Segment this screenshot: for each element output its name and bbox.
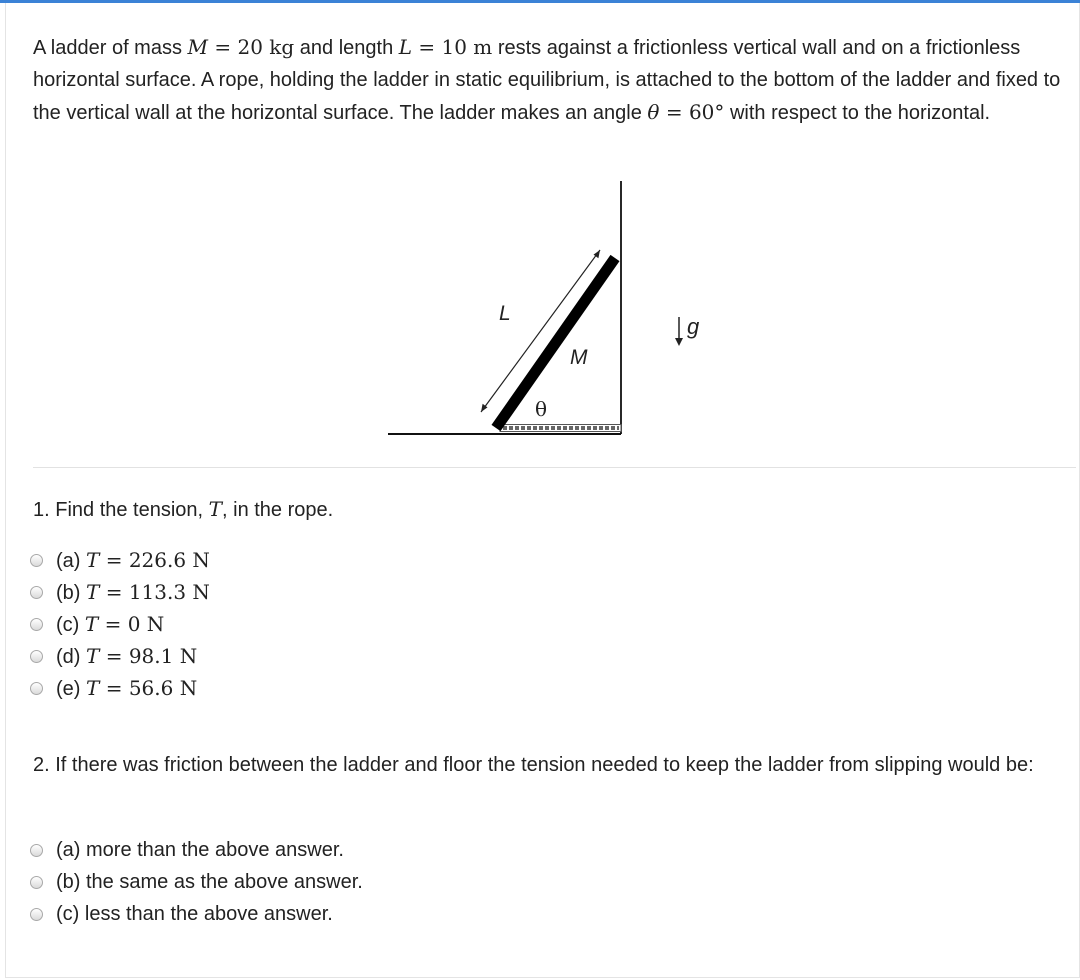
- intro-text: rests against a frictionless vertical wall and on a frictionless horizontal surface. A rope, holding the ladder in static equilibrium, is attached to the bottom of the ladder and fixed to the vertical wall at the horizontal surface. The ladder makes an angle: [33, 37, 1061, 124]
- label-angle: θ: [535, 397, 548, 421]
- section-divider: [33, 467, 1076, 468]
- option-label: (b) T = 113.3 N: [56, 579, 210, 604]
- mass-value: = 20 kg: [208, 35, 295, 59]
- q1-option-b[interactable]: [30, 577, 210, 607]
- q1-option-c[interactable]: [30, 609, 164, 639]
- radio-button[interactable]: [30, 618, 43, 631]
- q1-option-d[interactable]: [30, 641, 197, 671]
- label-length: L: [499, 302, 511, 325]
- radio-button[interactable]: [30, 876, 43, 889]
- intro-text: and length: [294, 37, 399, 59]
- intro-text: with respect to the horizontal.: [724, 102, 991, 124]
- content-frame: [5, 3, 1080, 978]
- q2-option-b[interactable]: [30, 867, 363, 897]
- length-symbol: L: [398, 35, 413, 59]
- question-1: [33, 493, 333, 526]
- question-2: 2. If there was friction between the ladder and floor the tension needed to keep the ladder from slipping would be:: [33, 754, 1034, 776]
- question-text: , in the rope.: [222, 499, 334, 521]
- mass-symbol: M: [187, 35, 209, 59]
- problem-statement: [33, 31, 1063, 129]
- q2-option-a[interactable]: [30, 835, 344, 865]
- question-text: 1. Find the tension,: [33, 499, 209, 521]
- ladder: [496, 258, 615, 428]
- option-label: (a) more than the above answer.: [56, 838, 344, 861]
- length-dimension-line: [481, 250, 600, 412]
- tension-symbol: T: [208, 497, 223, 521]
- q2-option-c[interactable]: [30, 899, 333, 929]
- radio-button[interactable]: [30, 650, 43, 663]
- intro-text: A ladder of mass: [33, 37, 188, 59]
- option-label: (d) T = 98.1 N: [56, 643, 198, 668]
- option-label: (e) T = 56.6 N: [56, 675, 198, 700]
- ladder-diagram: [380, 175, 740, 445]
- option-label: (c) T = 0 N: [56, 611, 165, 636]
- option-label: (a) T = 226.6 N: [56, 547, 210, 572]
- radio-button[interactable]: [30, 586, 43, 599]
- radio-button[interactable]: [30, 554, 43, 567]
- angle-symbol: θ: [647, 100, 660, 124]
- angle-value: = 60°: [659, 100, 725, 124]
- q1-option-e[interactable]: [30, 673, 197, 703]
- length-value: = 10 m: [412, 35, 493, 59]
- radio-button[interactable]: [30, 844, 43, 857]
- option-label: (b) the same as the above answer.: [56, 870, 363, 893]
- q1-option-a[interactable]: [30, 545, 210, 575]
- option-label: (c) less than the above answer.: [56, 902, 333, 925]
- label-mass: M: [570, 346, 588, 369]
- gravity-arrowhead: [675, 338, 683, 346]
- radio-button[interactable]: [30, 682, 43, 695]
- label-gravity: g: [687, 314, 700, 339]
- radio-button[interactable]: [30, 908, 43, 921]
